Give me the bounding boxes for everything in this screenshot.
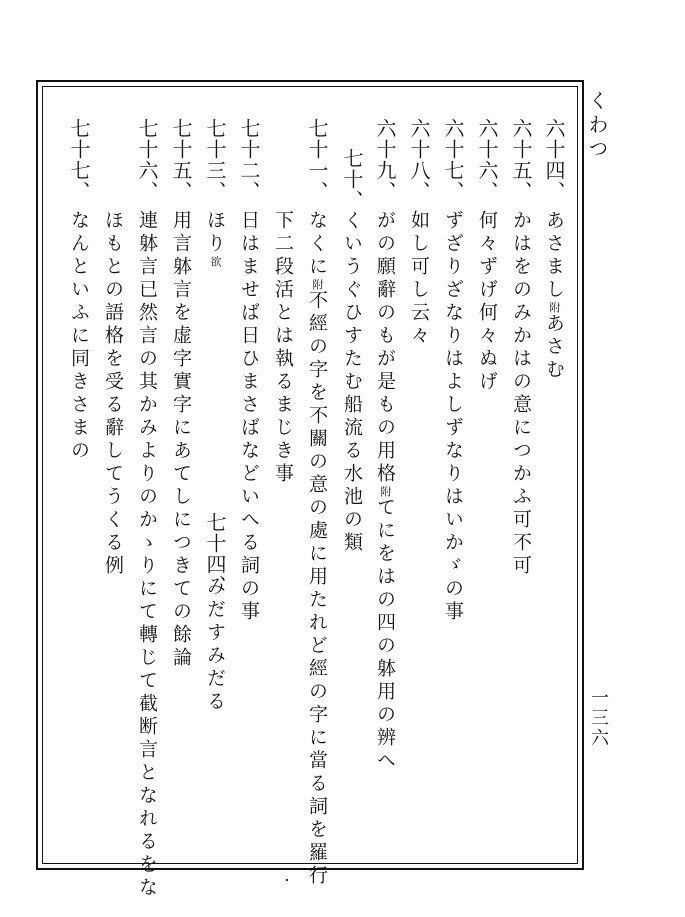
entry-text: くいうぐひすたむ船流る水池の類 (341, 210, 363, 555)
entry-text: ずざりざなりはよしずなりはいかゞの事 (442, 210, 464, 624)
entry-text: なくに附不經の字を不關の意の處に用たれど經の字に當る詞を羅行 (306, 210, 328, 888)
entry-number: 七十六、 (135, 118, 159, 202)
entry-number: 七十一、 (305, 118, 329, 202)
entry-text: 連躰言已然言の其かみよりのかゝりにて轉じて截断言となれるをな (136, 210, 158, 900)
entry-number: 七十二、 (237, 118, 261, 202)
entry-number: 六十八、 (407, 118, 431, 202)
entry-note: 附 (311, 279, 324, 290)
entry-number: 六十九、 (373, 118, 397, 202)
entry-note: 附 (379, 486, 392, 497)
entry-number: 七十三、 (203, 118, 227, 202)
entry-text: みだすみだる (204, 576, 226, 714)
entry-note: 欲 (209, 256, 222, 267)
entry-text: 何々ずげ何々ぬげ (476, 210, 498, 394)
entry-text: ほり欲 (204, 210, 226, 267)
entry-number: 六十七、 (441, 118, 465, 202)
entry-text: 日はませば日ひまさばなどいへる詞の事 (238, 210, 260, 624)
entry-text: あさまし附あさむ (543, 210, 565, 382)
entry-text: 如し可し云々 (408, 210, 430, 348)
entry-number: 七十七、 (67, 118, 91, 202)
entry-number: 七十五、 (169, 118, 193, 202)
entry-number: 七十四、 (203, 512, 227, 596)
entry-text: 用言躰言を虚字實字にあてしにつきての餘論 (170, 210, 192, 670)
entry-text: がの願辭のもが是もの用格附てにをはの四の躰用の辨へ (374, 210, 396, 773)
entry-text: なんといふに同きさまの (68, 210, 90, 463)
entry-note: 附 (548, 302, 561, 313)
scan-speck (286, 879, 288, 881)
entry-continuation: 下二段活とは執るまじき事 (272, 210, 294, 486)
running-title: くわつ (585, 90, 609, 162)
entry-number: 六十六、 (475, 118, 499, 202)
entry-number: 六十四、 (542, 118, 566, 202)
entry-number: 六十五、 (509, 118, 533, 202)
page-number: 一三六 (588, 688, 609, 748)
entry-number: 七十、 (340, 148, 364, 211)
entry-continuation: ほもとの語格を受る辭してうくる例 (102, 210, 124, 578)
entry-text: かはをのみかはの意につかふ可不可 (510, 210, 532, 578)
